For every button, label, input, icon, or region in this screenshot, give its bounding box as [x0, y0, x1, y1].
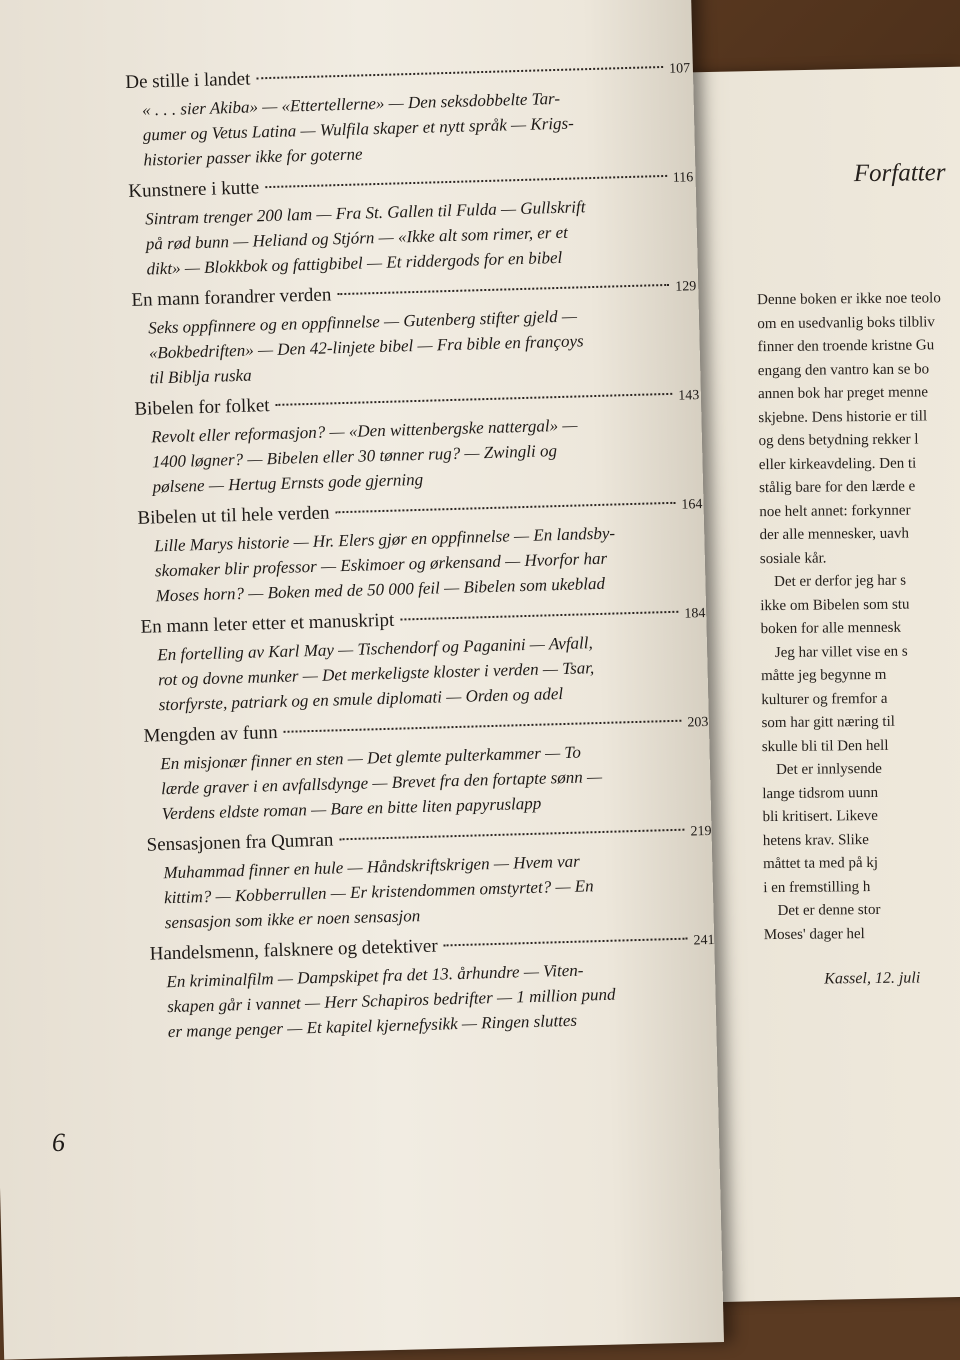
- toc-summary-line: En fortelling av Karl May — Tischendorf og Paganini — Avfall,: [157, 633, 593, 665]
- right-page-line: noe helt annet: forkynner: [759, 502, 911, 520]
- toc-entry: [125, 54, 693, 173]
- right-page-signature: Kassel, 12. juli: [824, 969, 921, 988]
- right-page-line: eller kirkeavdeling. Den ti: [758, 455, 917, 473]
- toc-entry: [140, 599, 708, 718]
- toc-chapter-title: Kunstnere i kutte: [128, 177, 260, 202]
- right-page-line: Moses' dager hel: [763, 925, 865, 943]
- toc-chapter-title: Mengden av funn: [143, 722, 278, 747]
- toc-page-number: 107: [668, 61, 691, 77]
- table-of-contents: [125, 54, 717, 1050]
- right-page-line: skjebne. Dens historie er till: [758, 407, 928, 426]
- dot-leader: [265, 175, 667, 188]
- right-page-line: og dens betydning rekker l: [758, 431, 919, 450]
- toc-summary-line: Lille Marys historie — Hr. Elers gjør en oppfinnelse — En landsby-: [154, 523, 616, 556]
- dot-leader: [335, 502, 675, 513]
- toc-page-number: 203: [687, 714, 709, 731]
- toc-summary-line: 1400 løgner? — Bibelen eller 30 tønner rug? — Zwingli og: [151, 441, 558, 472]
- dot-leader: [339, 829, 684, 841]
- dot-leader: [400, 611, 678, 621]
- toc-summary-line: kittim? — Kobberrullen — Er kristendommen omstyrtet? — En: [163, 876, 594, 908]
- right-page-heading: Forfatter: [853, 159, 946, 188]
- right-page-line: om en usedvanlig boks tilbliv: [757, 313, 935, 332]
- right-page-line: som har gitt næring til: [761, 713, 895, 732]
- toc-summary-line: Sintram trenger 200 lam — Fra St. Gallen til Fulda — Gullskrift: [144, 197, 586, 229]
- toc-summary-line: historier passer ikke for goterne: [143, 144, 363, 170]
- toc-page-number: 219: [690, 823, 712, 840]
- right-page-body: [757, 287, 960, 947]
- toc-summary-line: pølsene — Hertug Ernsts gode gjerning: [152, 469, 424, 497]
- toc-summary-line: sensasjon som ikke er noen sensasjon: [164, 906, 421, 933]
- toc-summary-line: lærde graver i en avfallsdynge — Brevet fra den fortapte sønn —: [160, 766, 603, 799]
- right-page-text: [756, 159, 960, 989]
- right-page-line: sosiale kår.: [759, 549, 827, 567]
- toc-summary-line: dikt» — Blokkbok og fattigbibel — Et riddergods for en bibel: [146, 247, 563, 279]
- right-page-line: ikke om Bibelen som stu: [760, 596, 910, 614]
- dot-leader: [284, 720, 682, 733]
- toc-summary-line: «Bokbedriften» — Den 42-linjete bibel — Fra bible en françoys: [148, 331, 584, 363]
- dot-leader: [337, 284, 669, 295]
- dot-leader: [275, 393, 672, 406]
- toc-summary-line: gumer og Vetus Latina — Wulfila skaper et nytt språk — Krigs-: [142, 113, 575, 145]
- right-page-line: engang den vantro kan se bo: [757, 360, 930, 379]
- dot-leader: [256, 66, 663, 79]
- toc-summary-line: på rød bunn — Heliand og Stjórn — «Ikke alt som rimer, er et: [145, 222, 569, 254]
- right-page-line: hetens krav. Slike: [762, 831, 869, 849]
- right-page-line: Det er innlysende: [775, 760, 882, 778]
- toc-page-number: 241: [693, 932, 715, 949]
- toc-entry: [131, 272, 699, 391]
- toc-summary-line: Moses horn? — Boken med de 50 000 feil — Bibelen som ukeblad: [155, 573, 606, 606]
- right-page-line: i en fremstilling h: [763, 878, 871, 896]
- toc-summary-line: Verdens eldste roman — Bare en bitte liten papyruslapp: [161, 793, 542, 824]
- toc-chapter-title: En mann forandrer verden: [131, 284, 332, 311]
- toc-entry: [134, 381, 702, 500]
- toc-entry: [128, 163, 696, 282]
- right-page-line: boken for alle mennesk: [760, 619, 902, 638]
- toc-chapter-title: En mann leter etter et manuskript: [140, 609, 395, 638]
- right-page-line: kulturer og fremfor a: [761, 690, 888, 708]
- toc-summary-line: Revolt eller reformasjon? — «Den wittenbergske nattergal» —: [150, 415, 578, 447]
- toc-page-number: 143: [678, 388, 700, 404]
- toc-chapter-title: De stille i landet: [125, 68, 251, 93]
- toc-summary-line: « . . . sier Akiba» — «Ettertellerne» — Den seksdobbelte Tar-: [141, 88, 561, 120]
- right-page-line: Jeg har villet vise en s: [774, 643, 908, 661]
- toc-page-number: 116: [672, 170, 694, 186]
- right-page-line: Denne boken er ikke noe teolo: [757, 290, 941, 309]
- toc-entry: [137, 490, 705, 609]
- toc-summary-line: storfyrste, patriark og en smule diplomati — Orden og adel: [158, 684, 564, 715]
- toc-summary-line: er mange penger — Et kapitel kjernefysikk — Ringen sluttes: [167, 1010, 578, 1042]
- right-page-line: annen bok har preget menne: [758, 384, 929, 403]
- right-page-line: der alle mennesker, uavh: [759, 525, 910, 544]
- toc-summary-line: skomaker blir professor — Eskimoer og ørkensand — Hvorfor har: [154, 548, 608, 581]
- right-page-line: lange tidsrom uunn: [762, 784, 879, 802]
- right-page-line: finner den troende kristne Gu: [757, 337, 935, 356]
- toc-chapter-title: Sensasjonen fra Qumran: [146, 829, 334, 856]
- right-page-line: måtte jeg begynne m: [760, 666, 887, 685]
- toc-page-number: 184: [684, 606, 706, 622]
- toc-page-number: 164: [681, 497, 703, 513]
- right-page-line: stålig bare for den lærde e: [759, 478, 916, 497]
- right-page-line: bli kritisert. Likeve: [762, 807, 879, 826]
- toc-page-number: 129: [675, 279, 697, 295]
- toc-summary-line: rot og dovne munker — Det merkeligste kloster i verden — Tsar,: [157, 658, 595, 690]
- toc-summary-line: Seks oppfinnere og en oppfinnelse — Gutenberg stifter gjeld —: [147, 306, 578, 338]
- toc-summary-line: skapen går i vannet — Herr Schapiros bedrifter — 1 million pund: [166, 984, 616, 1017]
- toc-entry: [143, 708, 711, 827]
- toc-summary-line: En kriminalfilm — Dampskipet fra det 13. århundre — Viten-: [166, 960, 584, 992]
- toc-chapter-title: Bibelen ut til hele verden: [137, 502, 330, 529]
- page-number: 6: [52, 1128, 65, 1157]
- right-page-line: Det er derfor jeg har s: [773, 572, 907, 591]
- right-page-line: skulle bli til Den hell: [761, 737, 889, 755]
- toc-chapter-title: Handelsmenn, falsknere og detektiver: [149, 935, 438, 965]
- toc-summary-line: Muhammad finner en hule — Håndskriftskrigen — Hvem var: [163, 851, 580, 883]
- dot-leader: [444, 938, 688, 947]
- toc-chapter-title: Bibelen for folket: [134, 395, 270, 420]
- right-page-line: Det er denne stor: [777, 901, 881, 919]
- toc-summary-line: til Biblja ruska: [149, 365, 252, 388]
- toc-entry: [149, 926, 717, 1045]
- toc-entry: [146, 817, 714, 936]
- right-page-line: måttet ta med på kj: [762, 854, 879, 873]
- toc-summary-line: En misjonær finner en sten — Det glemte pulterkammer — To: [160, 742, 582, 774]
